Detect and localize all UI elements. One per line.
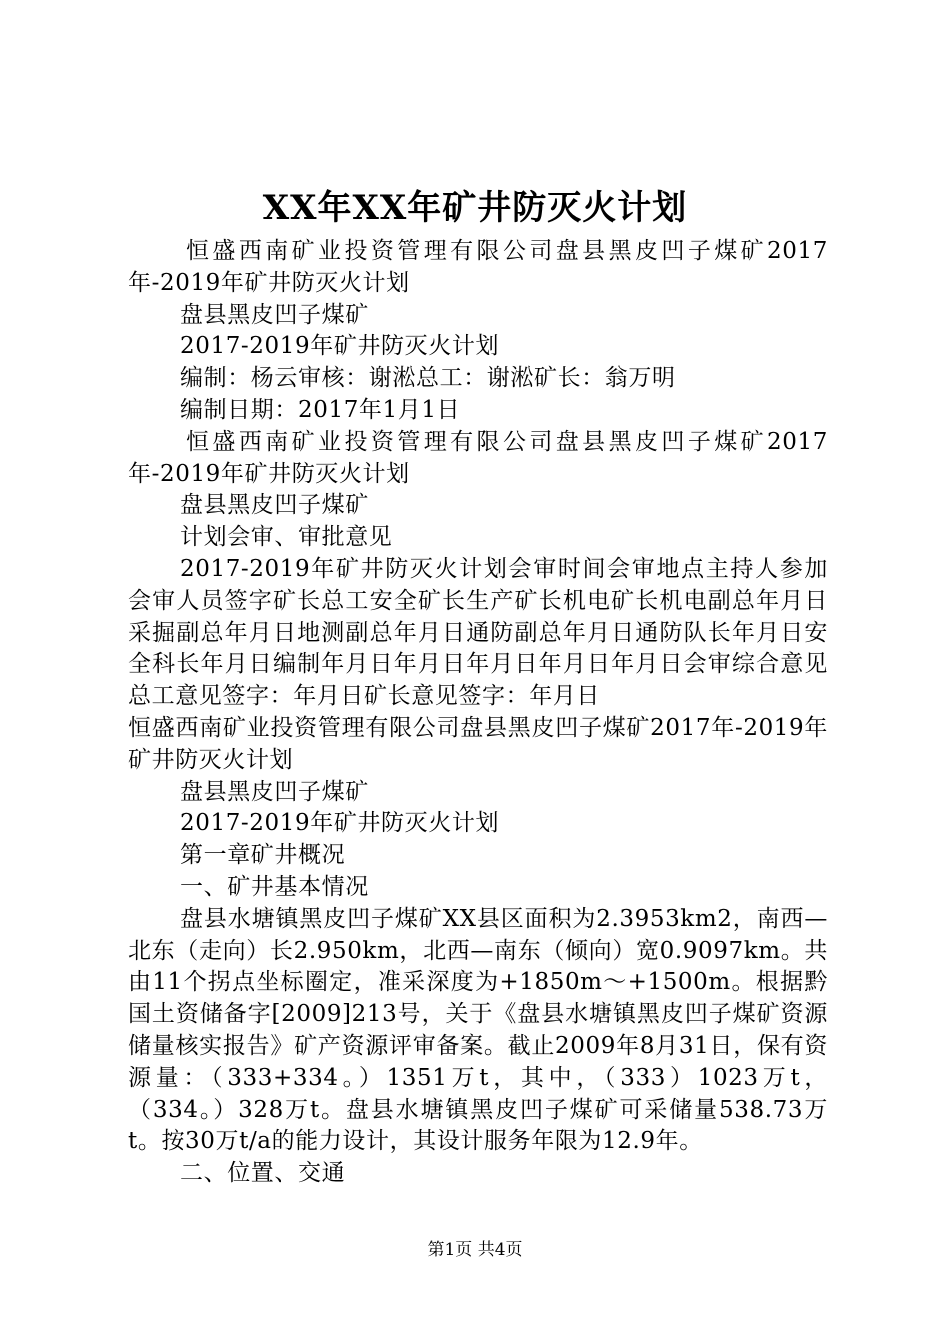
- paragraph-compilers: 编制：杨云审核：谢淞总工：谢淞矿长：翁万明: [180, 365, 676, 392]
- page-footer: 第1页 共4页: [427, 1240, 523, 1260]
- paragraph-review-heading: 计划会审、审批意见: [180, 524, 393, 551]
- paragraph-mine-name-3: 盘县黑皮凹子煤矿: [180, 778, 369, 805]
- paragraph-company-plan-2: 恒盛西南矿业投资管理有限公司盘县黑皮凹子煤矿2017年-2019年矿井防灭火计划: [128, 428, 828, 487]
- paragraph-basic-info: 盘县水塘镇黑皮凹子煤矿XX县区面积为2.3953km2，南西—北东（走向）长2.950km，北西—南东（倾向）宽0.9097km。共由11个拐点坐标圈定，准采深度为+1850m～+1500m。根据黔国土资储备字[2009]213号，关于《盘县水塘镇黑皮凹子煤矿资源储量核实报告》矿产资源评审备案。截止2009年8月31日，保有资源量：（333+334。）1351万t，其中，（333）1023万t，（334。）328万t。盘县水塘镇黑皮凹子煤矿可采储量538.73万t。按30万t/a的能力设计，其设计服务年限为12.9年。: [128, 905, 828, 1155]
- document-title: XX年XX年矿井防灭火计划: [262, 188, 688, 228]
- paragraph-plan-title-1: 2017-2019年矿井防灭火计划: [180, 333, 500, 360]
- document-body: [128, 236, 828, 1190]
- paragraph-mine-name-2: 盘县黑皮凹子煤矿: [180, 492, 369, 519]
- section-heading-location: 二、位置、交通: [180, 1160, 346, 1187]
- paragraph-mine-name-1: 盘县黑皮凹子煤矿: [180, 301, 369, 328]
- paragraph-compile-date: 编制日期：2017年1月1日: [180, 396, 461, 423]
- paragraph-plan-title-2: 2017-2019年矿井防灭火计划: [180, 810, 500, 837]
- paragraph-review-table-text: 2017-2019年矿井防灭火计划会审时间会审地点主持人参加会审人员签字矿长总工安全矿长生产矿长机电矿长机电副总年月日采掘副总年月日地测副总年月日通防副总年月日通防队长年月日安全科长年月日编制年月日年月日年月日年月日年月日会审综合意见总工意见签字：年月日矿长意见签字：年月日: [128, 555, 828, 710]
- paragraph-company-plan-3: 恒盛西南矿业投资管理有限公司盘县黑皮凹子煤矿2017年-2019年矿井防灭火计划: [128, 714, 828, 773]
- paragraph-company-plan-1: 恒盛西南矿业投资管理有限公司盘县黑皮凹子煤矿2017年-2019年矿井防灭火计划: [128, 238, 828, 296]
- chapter-heading: 第一章矿井概况: [180, 842, 346, 869]
- section-heading-basic: 一、矿井基本情况: [180, 873, 369, 900]
